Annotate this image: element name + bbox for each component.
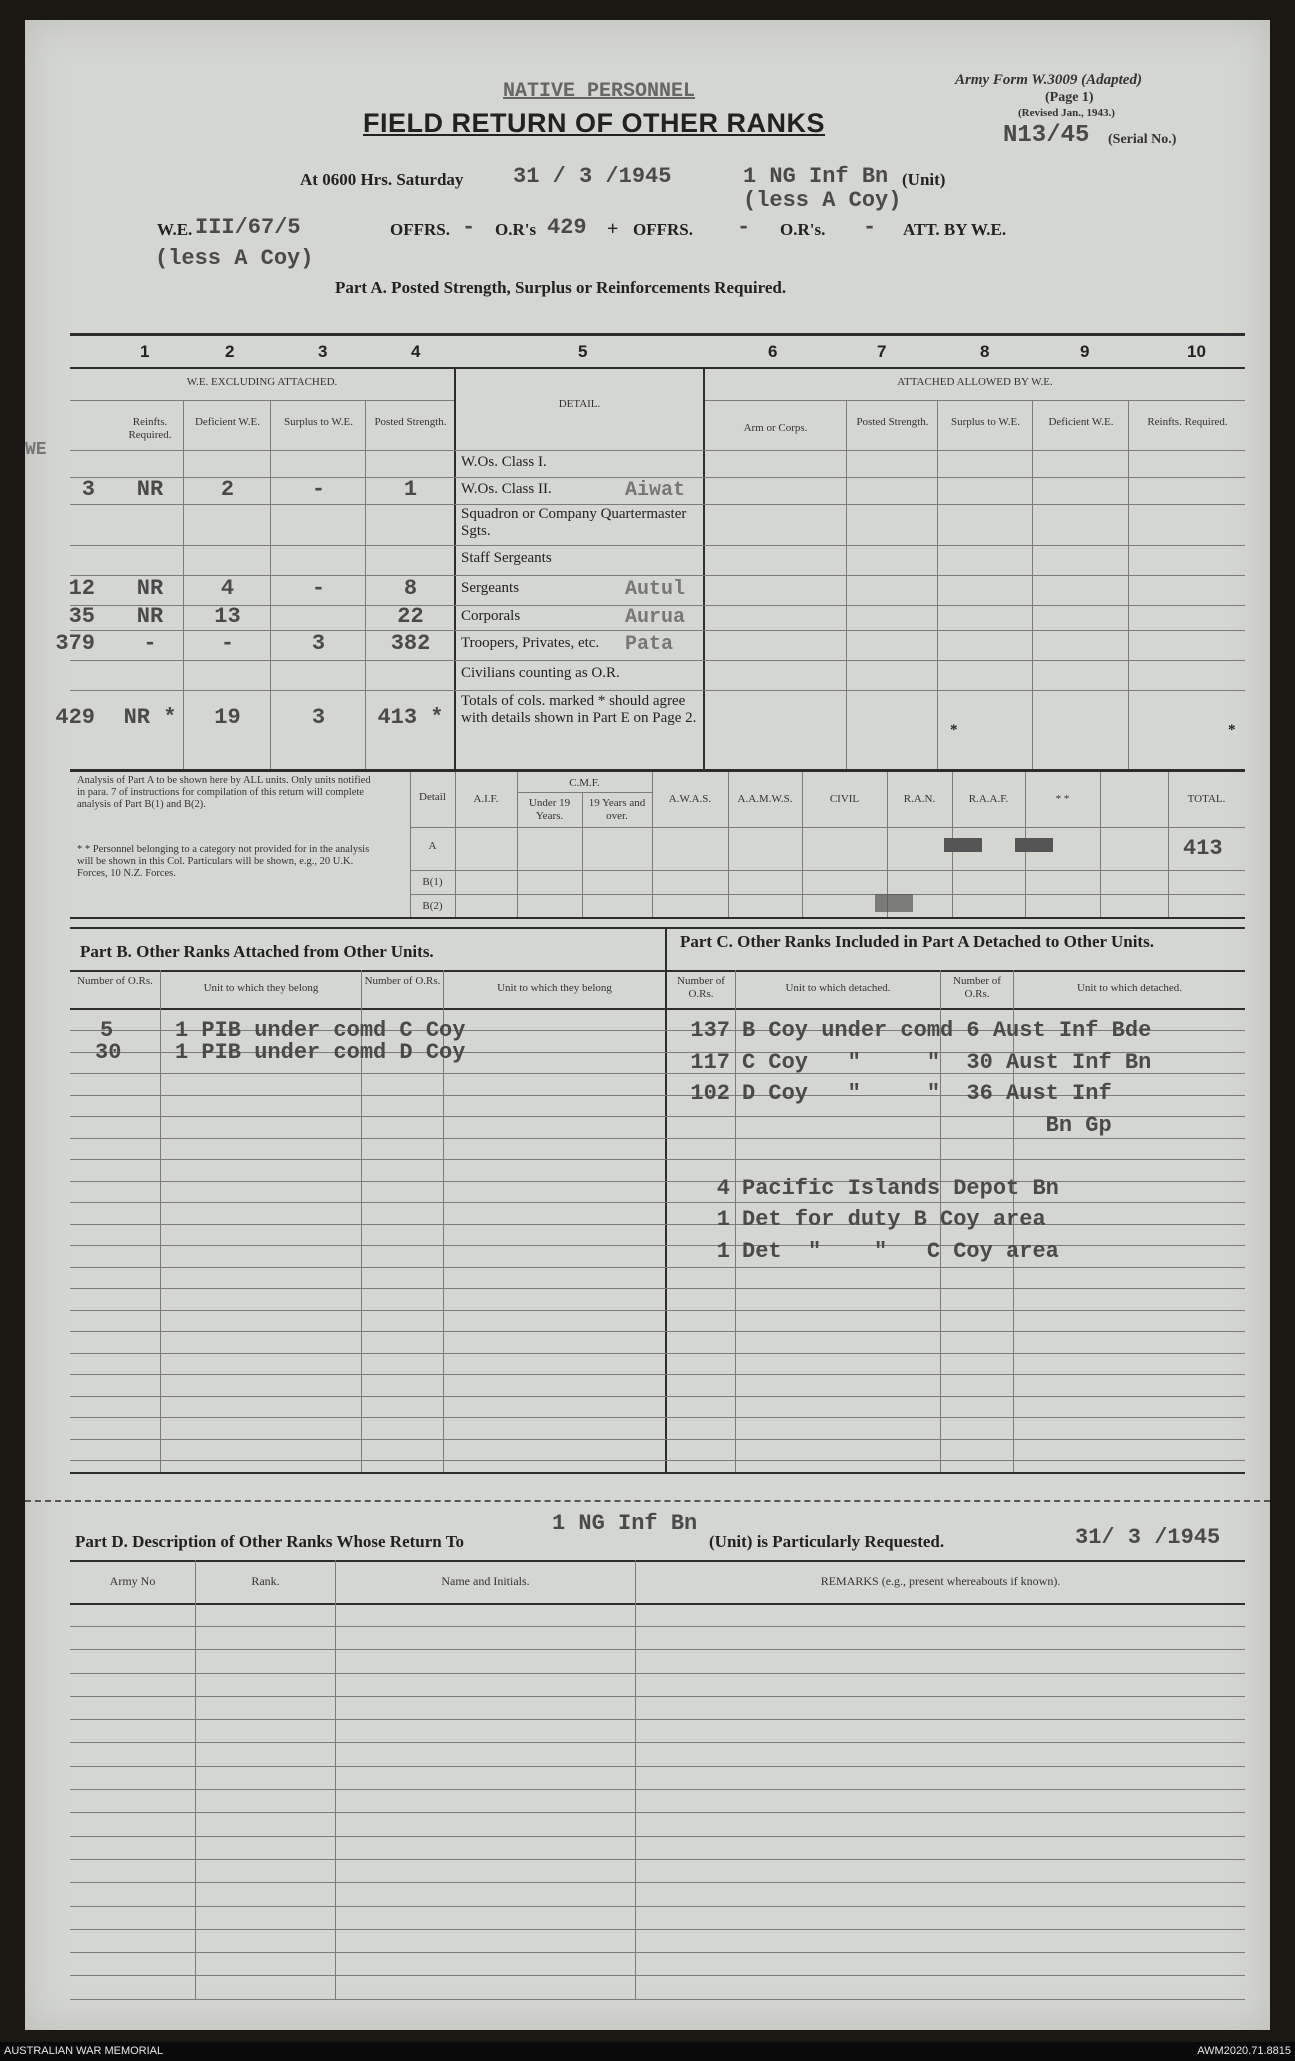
ors-label: O.R's xyxy=(495,220,537,239)
ledger-rule xyxy=(70,1649,1245,1650)
part-c-entry-num: 117 xyxy=(690,1049,730,1075)
row-rule xyxy=(70,690,1245,691)
aamws-head: A.A.M.W.S. xyxy=(737,793,793,805)
deficient-we-value: - xyxy=(220,631,235,656)
att-ors-label: O.R's. xyxy=(780,220,826,239)
margin-we-value: 35 xyxy=(68,603,95,629)
raaf-blackout xyxy=(1015,838,1053,852)
ledger-rule xyxy=(70,1310,1245,1311)
att-reinfts-head: Reinfts. Required. xyxy=(1147,416,1228,428)
offrs-label: OFFRS. xyxy=(390,220,450,239)
we-excluding-heading: W.E. EXCLUDING ATTACHED. xyxy=(186,376,338,388)
att-by-we-label: ATT. BY W.E. xyxy=(903,220,1007,239)
ors-value: 429 xyxy=(547,215,587,240)
part-b-entry-num: 5 xyxy=(100,1018,114,1043)
column-number: 2 xyxy=(225,342,235,361)
other-stars-head: * * xyxy=(1055,793,1070,805)
we-value: III/67/5 xyxy=(195,215,301,240)
ledger-rule xyxy=(70,1460,1245,1461)
over-19-head: 19 Years and over. xyxy=(588,797,646,822)
serial-label: (Serial No.) xyxy=(1108,132,1177,147)
detail-heading: DETAIL. xyxy=(558,398,601,410)
part-c-entry-text: C Coy " " 30 Aust Inf Bn xyxy=(742,1049,1152,1075)
part-c-entry-num: 1 xyxy=(716,1207,730,1232)
reinfts-required-value: NR xyxy=(136,576,164,601)
ledger-rule xyxy=(70,1374,1245,1375)
part-c-entry-text: Det " " C Coy area xyxy=(742,1238,1059,1264)
row-rule xyxy=(70,504,1245,505)
margin-we-value: 3 xyxy=(81,476,95,502)
column-number: 4 xyxy=(411,342,421,361)
column-number: 5 xyxy=(578,342,588,361)
rank-head: Rank. xyxy=(251,1574,280,1588)
column-number: 1 xyxy=(140,342,150,361)
remarks-head: REMARKS (e.g., present whereabouts if known). xyxy=(820,1574,1061,1588)
part-b-title: Part B. Other Ranks Attached from Other Units. xyxy=(80,942,434,961)
posted-strength-value: 22 xyxy=(397,603,424,629)
part-c-unit-head-2: Unit to which detached. xyxy=(1076,982,1183,994)
detail-label: Totals of cols. marked * should agree with details shown in Part E on Page 2. xyxy=(461,693,697,726)
army-form-label: Army Form W.3009 (Adapted) xyxy=(955,72,1142,88)
arm-corps-head: Arm or Corps. xyxy=(743,422,808,434)
column-number: 10 xyxy=(1187,342,1206,361)
part-c-num-head-2: Number of O.Rs. xyxy=(953,975,1001,1000)
detail-label: Squadron or Company Quartermaster Sgts. xyxy=(461,506,687,539)
part-c-entry-text: Bn Gp xyxy=(742,1112,1112,1138)
ledger-rule xyxy=(70,1396,1245,1397)
att-ors-value: - xyxy=(863,215,877,240)
posted-strength-value: 413 * xyxy=(377,705,444,730)
column-number: 6 xyxy=(768,342,778,361)
we-label: W.E. xyxy=(157,220,193,239)
part-c-entry-text: D Coy " " 36 Aust Inf xyxy=(742,1081,1112,1106)
form-title: FIELD RETURN OF OTHER RANKS xyxy=(363,108,825,138)
posted-strength-value: 8 xyxy=(403,576,418,601)
part-c-entry-num: 137 xyxy=(690,1018,730,1043)
detail-col-head: Detail xyxy=(419,791,446,803)
part-d-unit-value: 1 NG Inf Bn xyxy=(552,1511,698,1536)
analysis-row-b1: B(1) xyxy=(422,876,443,888)
row-rule xyxy=(70,660,1245,661)
part-d-date: 31/ 3 /1945 xyxy=(1075,1525,1221,1550)
ledger-rule xyxy=(70,1742,1245,1743)
margin-we-value: 379 xyxy=(55,631,95,656)
column-number: 9 xyxy=(1080,342,1090,361)
native-personnel-stamp: NATIVE PERSONNEL xyxy=(503,80,696,103)
posted-strength-value: 1 xyxy=(403,476,418,502)
deficient-we-value: 2 xyxy=(220,476,235,502)
part-c-unit-head-1: Unit to which detached. xyxy=(785,982,891,994)
deficient-we-value: 19 xyxy=(214,705,241,730)
ledger-rule xyxy=(70,1836,1245,1837)
we-note: (less A Coy) xyxy=(155,246,314,271)
part-d-title-rest: (Unit) is Particularly Requested. xyxy=(709,1532,945,1551)
ledger-rule xyxy=(70,1789,1245,1790)
attached-allowed-heading: ATTACHED ALLOWED BY W.E. xyxy=(897,376,1053,388)
archive-credit-bar xyxy=(0,2042,1295,2061)
ledger-rule xyxy=(70,1245,1245,1246)
deficient-we-value: 13 xyxy=(214,603,241,629)
column-number: 7 xyxy=(877,342,887,361)
ledger-rule xyxy=(70,1202,1245,1203)
surplus-we-value: - xyxy=(311,576,326,601)
total-head: TOTAL. xyxy=(1187,793,1226,805)
deficient-we-head: Deficient W.E. xyxy=(194,416,261,428)
handwritten-note: Aurua xyxy=(625,605,686,629)
ledger-rule xyxy=(70,1288,1245,1289)
offrs-value: - xyxy=(462,215,476,240)
margin-we-value: 429 xyxy=(55,705,95,730)
ledger-rule xyxy=(70,1353,1245,1354)
return-date: 31 / 3 /1945 xyxy=(513,164,672,189)
column-number: 8 xyxy=(980,342,990,361)
part-b-unit-head-2: Unit to which they belong xyxy=(497,982,612,994)
reinfts-required-value: NR xyxy=(136,476,164,502)
margin-we-mark: WE xyxy=(25,440,47,460)
att-offrs-value: - xyxy=(737,215,751,240)
name-initials-head: Name and Initials. xyxy=(441,1574,530,1588)
part-c-title: Part C. Other Ranks Included in Part A Detached to Other Units. xyxy=(680,932,1154,951)
surplus-we-value: 3 xyxy=(311,631,326,656)
form-sheet xyxy=(25,20,1270,2030)
handwritten-note: Aiwat xyxy=(625,478,686,502)
civil-head: CIVIL xyxy=(829,793,860,805)
column-number: 3 xyxy=(318,342,328,361)
ledger-rule xyxy=(70,1159,1245,1160)
ledger-rule xyxy=(70,1859,1245,1860)
att-offrs-label: OFFRS. xyxy=(633,220,693,239)
part-c-entry-text: Det for duty B Coy area xyxy=(742,1207,1046,1232)
archive-name: AUSTRALIAN WAR MEMORIAL xyxy=(4,2045,164,2057)
aif-head: A.I.F. xyxy=(473,793,499,805)
part-b-entry-unit: 1 PIB under comd D Coy xyxy=(175,1040,466,1065)
plus-sign: + xyxy=(607,218,619,240)
raaf-head: R.A.A.F. xyxy=(968,793,1009,805)
detail-label: W.Os. Class II. xyxy=(461,480,552,497)
posted-strength-value: 382 xyxy=(390,631,431,656)
ledger-rule xyxy=(70,1673,1245,1674)
ran-head: R.A.N. xyxy=(903,793,936,805)
reinfts-required-value: - xyxy=(143,631,157,656)
unit-label: (Unit) xyxy=(902,170,946,189)
surplus-we-value: 3 xyxy=(311,705,326,730)
att-deficient-head: Deficient W.E. xyxy=(1048,416,1114,428)
detail-label: Civilians counting as O.R. xyxy=(461,665,620,681)
part-c-entry-num: 1 xyxy=(716,1238,730,1264)
reinfts-required-value: NR xyxy=(136,603,164,629)
army-no-head: Army No xyxy=(109,1574,156,1588)
part-c-entry-text: Pacific Islands Depot Bn xyxy=(742,1175,1059,1201)
part-b-entry-num: 30 xyxy=(95,1040,122,1065)
deficient-we-value: 4 xyxy=(220,576,235,601)
part-b-entry-unit: 1 PIB under comd C Coy xyxy=(175,1018,466,1043)
ledger-rule xyxy=(70,1929,1245,1930)
serial-value: N13/45 xyxy=(1003,122,1090,149)
cmf-head: C.M.F. xyxy=(569,777,600,789)
accession-number: AWM2020.71.8815 xyxy=(1197,2045,1291,2057)
civil-blackout xyxy=(875,894,913,912)
ledger-rule xyxy=(70,1626,1245,1627)
ledger-rule xyxy=(70,1696,1245,1697)
star-mark-reinf: * xyxy=(1228,722,1236,738)
ledger-rule xyxy=(70,1224,1245,1225)
analysis-row-a: A xyxy=(428,840,437,852)
surplus-we-head: Surplus to W.E. xyxy=(283,416,354,428)
part-c-entry-num: 4 xyxy=(716,1175,730,1201)
detail-label: Staff Sergeants xyxy=(461,550,552,566)
unit-value: 1 NG Inf Bn xyxy=(743,164,889,189)
ledger-rule xyxy=(70,1439,1245,1440)
reinfts-required-value: NR * xyxy=(123,705,177,730)
posted-strength-head: Posted Strength. xyxy=(374,416,447,428)
ledger-rule xyxy=(70,1882,1245,1883)
ledger-rule xyxy=(70,1999,1245,2000)
analysis-total-a: 413 xyxy=(1183,836,1223,861)
part-b-num-head-1: Number of O.Rs. xyxy=(77,975,153,987)
att-posted-strength-head: Posted Strength. xyxy=(856,416,929,428)
ledger-rule xyxy=(70,1417,1245,1418)
perforation-line xyxy=(25,1500,1270,1502)
revised-label: (Revised Jan., 1943.) xyxy=(1018,107,1115,119)
part-a-title: Part A. Posted Strength, Surplus or Reinforcements Required. xyxy=(335,278,787,297)
analysis-row-b2: B(2) xyxy=(422,900,443,912)
at-hours-label: At 0600 Hrs. Saturday xyxy=(300,170,464,189)
detail-label: Troopers, Privates, etc. xyxy=(461,635,600,651)
part-c-entry-num: 102 xyxy=(690,1081,730,1106)
detail-label: Sergeants xyxy=(461,580,520,596)
detail-label: W.Os. Class I. xyxy=(461,453,547,470)
ran-blackout xyxy=(944,838,982,852)
analysis-stars-note: * * Personnel belonging to a category not provided for in the analysis will be shown in this Col. Particulars will be shown, e.g., 20 U.K. Forces, 10 N.Z. Forces. xyxy=(77,844,370,879)
ledger-rule xyxy=(70,1181,1245,1182)
ledger-rule xyxy=(70,1952,1245,1953)
part-c-entry-text: B Coy under comd 6 Aust Inf Bde xyxy=(742,1018,1152,1043)
ledger-rule xyxy=(70,1766,1245,1767)
handwritten-note: Pata xyxy=(625,633,674,656)
surplus-we-value: - xyxy=(311,476,326,502)
ledger-rule xyxy=(70,1906,1245,1907)
star-mark-att: * xyxy=(950,722,958,738)
ledger-rule xyxy=(70,1812,1245,1813)
part-b-num-head-2: Number of O.Rs. xyxy=(364,975,441,987)
detail-label: Corporals xyxy=(461,607,521,624)
reinfts-required-head: Reinfts. Required. xyxy=(128,416,172,441)
part-d-title: Part D. Description of Other Ranks Whose Return To xyxy=(75,1532,464,1551)
under-19-head: Under 19 Years. xyxy=(528,797,571,822)
handwritten-note: Autul xyxy=(625,578,686,601)
analysis-note: Analysis of Part A to be shown here by ALL units. Only units notified in para. 7 of instructions for compilation of this return will complete analysis of Part B(1) and B(2). xyxy=(77,775,371,810)
page-label: (Page 1) xyxy=(1045,90,1094,105)
ledger-rule xyxy=(70,1138,1245,1139)
part-b-unit-head-1: Unit to which they belong xyxy=(203,982,319,994)
margin-we-value: 12 xyxy=(68,576,95,601)
ledger-rule xyxy=(70,1267,1245,1268)
ledger-rule xyxy=(70,1719,1245,1720)
ledger-rule xyxy=(70,1331,1245,1332)
awas-head: A.W.A.S. xyxy=(668,793,712,805)
part-c-num-head-1: Number of O.Rs. xyxy=(677,975,725,1000)
row-rule xyxy=(70,545,1245,546)
unit-note: (less A Coy) xyxy=(743,188,902,213)
att-surplus-head: Surplus to W.E. xyxy=(950,416,1021,428)
ledger-rule xyxy=(70,1975,1245,1976)
